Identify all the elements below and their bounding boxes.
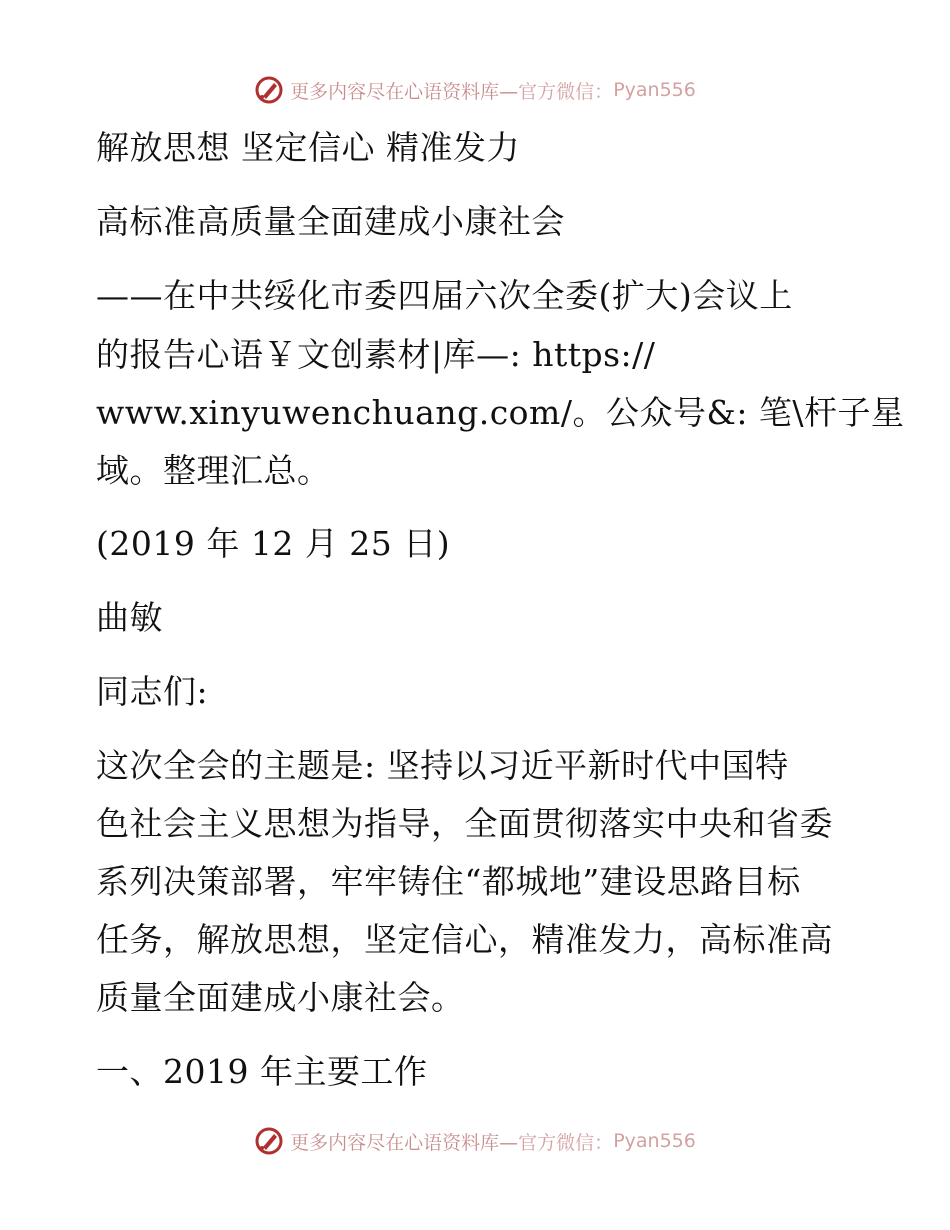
paragraph-1-line-4: 任务，解放思想，坚定信心，精准发力，高标准高 — [96, 920, 833, 959]
paragraph-1-line-5: 质量全面建成小康社会。 — [96, 978, 465, 1017]
document-date: (2019 年 12 月 25 日) — [96, 524, 451, 563]
document-subtitle-line-2: 的报告心语￥文创素材|库—: https:// — [96, 335, 656, 374]
document-subtitle-line-1: ——在中共绥化市委四届六次全委(扩大)会议上 — [96, 276, 793, 315]
banner-wechat-id: Pyan556 — [613, 1130, 696, 1152]
document-subtitle-line-3: www.xinyuwenchuang.com/。公众号&: 笔\杆子星 — [96, 393, 905, 432]
paragraph-1-line-2: 色社会主义思想为指导，全面贯彻落实中央和省委 — [96, 804, 833, 843]
document-title-line-2: 高标准高质量全面建成小康社会 — [96, 202, 565, 241]
banner-wechat-label: 官方微信： — [518, 80, 614, 103]
section-1-heading: 一、2019 年主要工作 — [96, 1052, 428, 1091]
document-salutation: 同志们: — [96, 672, 209, 711]
footer-watermark-banner — [0, 1121, 950, 1161]
paragraph-1-line-3: 系列决策部署，牢牢铸住“都城地”建设思路目标 — [96, 862, 801, 901]
banner-wechat-label: 官方微信： — [518, 1131, 614, 1154]
document-subtitle-line-4: 域。整理汇总。 — [96, 451, 331, 490]
banner-site-text: 更多内容尽在心语资料库— — [290, 80, 519, 103]
document-author: 曲敏 — [96, 598, 163, 637]
banner-site-text: 更多内容尽在心语资料库— — [290, 1131, 519, 1154]
banner-wechat-id: Pyan556 — [613, 79, 696, 101]
pen-logo-icon — [254, 1126, 284, 1156]
pen-logo-icon — [254, 75, 284, 105]
header-watermark-banner — [0, 70, 950, 110]
paragraph-1-line-1: 这次全会的主题是: 坚持以习近平新时代中国特 — [96, 746, 789, 785]
document-title-line-1: 解放思想 坚定信心 精准发力 — [96, 128, 520, 167]
